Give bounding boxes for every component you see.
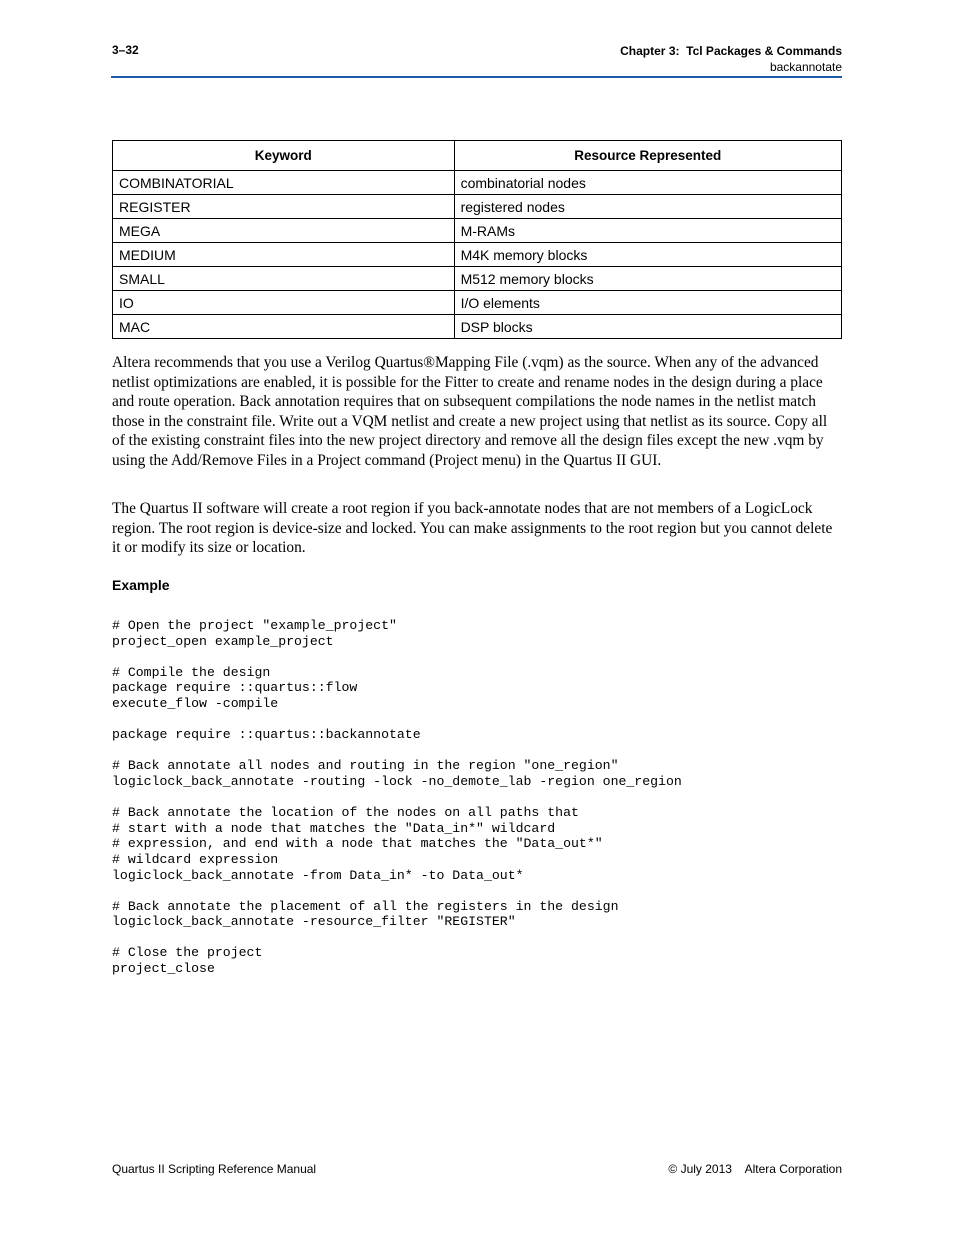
keyword-cell: MAC xyxy=(113,315,455,339)
keyword-cell: REGISTER xyxy=(113,195,455,219)
resource-cell: M-RAMs xyxy=(454,219,841,243)
resource-cell: combinatorial nodes xyxy=(454,171,841,195)
keyword-cell: MEGA xyxy=(113,219,455,243)
resource-cell: M512 memory blocks xyxy=(454,267,841,291)
footer-copyright: © July 2013 Altera Corporation xyxy=(668,1162,842,1176)
section-title: backannotate xyxy=(769,60,842,74)
table-row xyxy=(113,291,842,315)
resource-cell: I/O elements xyxy=(454,291,841,315)
keyword-cell: IO xyxy=(113,291,455,315)
table-row xyxy=(113,243,842,267)
keyword-table xyxy=(112,140,842,339)
example-heading: Example xyxy=(112,577,170,593)
code-example: # Open the project "example_project" project_open example_project # Compile the design package require ::quartus::flow execute_flow -compile package require ::quartus::backannotate # Back annotate all nodes and routing in the region "one_region" logiclock_back_annotate -routing -lock -no_demote_lab -region one_region # Back annotate the location of the nodes on all paths that # start with a node that matches the "Data_in*" wildcard # expression, and end with a node that matches the "Data_out*" # wildcard expression logiclock_back_annotate -from Data_in* -to Data_out* # Back annotate the placement of all the registers in the design logiclock_back_annotate -resource_filter "REGISTER" # Close the project project_close xyxy=(112,618,682,977)
table-row xyxy=(113,171,842,195)
resource-cell: DSP blocks xyxy=(454,315,841,339)
table-row xyxy=(113,315,842,339)
running-header xyxy=(620,43,842,75)
keyword-cell: SMALL xyxy=(113,267,455,291)
chapter-title: Chapter 3: Tcl Packages & Commands xyxy=(620,44,842,58)
body-paragraph-root-region: The Quartus II software will create a root region if you back-annotate nodes that are not members of a LogicLock region. The root region is device-size and locked. You can make assignments to the root region but you cannot delete it or modify its size or location. xyxy=(112,500,833,557)
table-header-row xyxy=(113,141,842,171)
page-number: 3–32 xyxy=(112,43,139,57)
column-header-resource: Resource Represented xyxy=(454,141,841,171)
column-header-keyword: Keyword xyxy=(113,141,455,171)
resource-cell: M4K memory blocks xyxy=(454,243,841,267)
table-row xyxy=(113,267,842,291)
keyword-cell: COMBINATORIAL xyxy=(113,171,455,195)
resource-cell: registered nodes xyxy=(454,195,841,219)
body-paragraph-vqm: Altera recommends that you use a Verilog Quartus®Mapping File (.vqm) as the source. When any of the advanced netlist optimizations are enabled, it is possible for the Fitter to create and rename nodes in the design during a place and route operation. Back annotation requires that on subsequent compilations the node names in the netlist match those in the constraint file. Write out a VQM netlist and create a new project using that netlist as its source. Copy all of the existing constraint files into the new project directory and remove all the design files except the new .vqm by using the Add/Remove Files in a Project command (Project menu) in the Quartus II GUI. xyxy=(112,354,828,469)
footer-manual-title: Quartus II Scripting Reference Manual xyxy=(112,1162,317,1176)
header-rule xyxy=(111,76,842,78)
table-row xyxy=(113,195,842,219)
keyword-cell: MEDIUM xyxy=(113,243,455,267)
table-row xyxy=(113,219,842,243)
